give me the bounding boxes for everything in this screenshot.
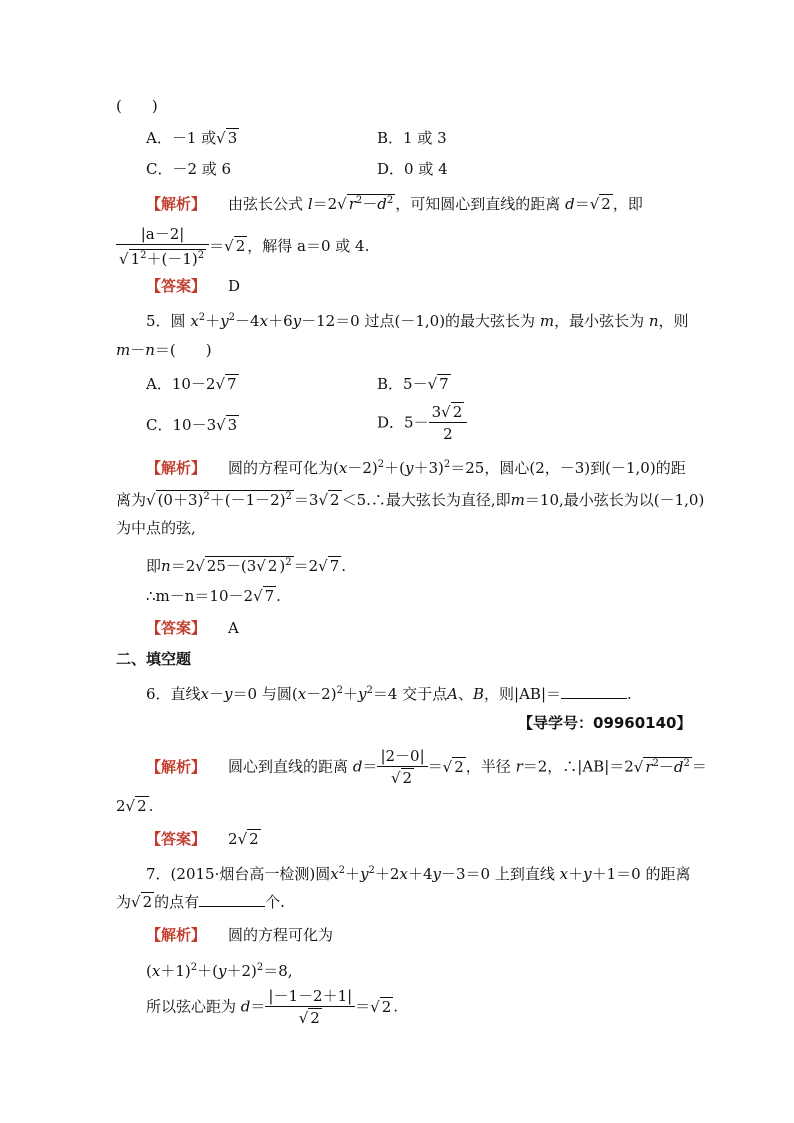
q4-option-d[interactable]: D．0 或 4 <box>377 160 448 178</box>
analysis-tag: 【解析】 <box>146 195 207 213</box>
q5-analysis-line3: 为中点的弦, <box>116 519 196 537</box>
section-title: 二、填空题 <box>116 650 192 668</box>
q6-analysis-line1: 【解析】 圆心到直线的距离 d＝ $\frac{|2-0|}{√ 2}$ ＝√ 2 ，半径 r＝2，∴|AB|＝2√ $r^2-d^2$ ＝ <box>146 747 707 787</box>
q7-analysis-line3: 所以弦心距为 d＝ $\frac{|-1-2+1|}{√ 2}$ ＝√ 2 . <box>146 987 399 1027</box>
answer-blank[interactable] <box>199 892 265 907</box>
q4-answer: 【答案】 D <box>146 277 241 295</box>
q7-analysis-line2: $(x+1)^2+(y+2)^2=8$, <box>146 962 293 980</box>
q4-analysis-line1: 【解析】 由弦长公式 l＝2√ $r^2-d^2$ ，可知圆心到直线的距离 d＝√ 2 ，即 <box>146 195 643 213</box>
q5-option-a[interactable]: A．10－2√ 7 <box>146 375 237 393</box>
q6-analysis-line2: 2√ 2 . <box>116 797 154 815</box>
q5-answer: 【答案】 A <box>146 619 239 637</box>
q5-stem-line1: 5．圆 $x^2+y^2-4x+6y-12=0$ 过点(－1,0)的最大弦长为 m，最小弦长为 n，则 <box>146 312 689 330</box>
q7-stem-line2: 为√ 2 的点有 个. <box>116 893 285 911</box>
fraction: $\frac{|a-2|}{√ 1^2+(-1)^2}$ <box>116 224 209 270</box>
q5-option-c[interactable]: C．10－3√ 3 <box>146 416 238 434</box>
q7-stem-line1: 7．(2015·烟台高一检测)圆$x^2+y^2+2x+4y-3=0$ 上到直线 x＋y＋1＝0 的距离 <box>146 865 691 883</box>
q4-option-a[interactable]: A．－1 或√ 3 <box>146 129 238 147</box>
q4-analysis-line2: $\frac{|a-2|}{√ 1^2+(-1)^2}$ ＝√ 2 ，解得 a＝0 或 4. <box>116 224 369 270</box>
q5-option-d[interactable]: D．5－ $\frac{3√ 2}{2}$ <box>377 402 467 445</box>
q6-stem: 6．直线x－y＝0 与圆$(x-2)^2+y^2=4$ 交于点A、B，则|AB|＝ . <box>146 685 632 703</box>
q6-answer: 【答案】 2√ 2 <box>146 830 259 848</box>
q5-stem-line2: m－n＝( ) <box>116 341 212 359</box>
q4-option-b[interactable]: B．1 或 3 <box>377 129 447 147</box>
q5-analysis-line2: 离为√ $(0+3)^2+(-1-2)^2 =3√$ 2 ＜5.∴最大弦长为直径,即m＝10,最小弦长为以(－1,0) <box>116 491 705 509</box>
q6-guide-number: 【导学号：09960140】 <box>518 714 692 732</box>
q5-analysis-line5: ∴m－n＝10－2√ 7 . <box>146 587 281 605</box>
q4-paren: ( ) <box>116 97 158 115</box>
q5-analysis-line1: 【解析】 圆的方程可化为$(x-2)^2+(y+3)^2=25$，圆心(2，－3)到(－1,0)的距 <box>146 459 686 477</box>
q5-option-b[interactable]: B．5－√ 7 <box>377 375 449 393</box>
q5-analysis-line4: 即n＝2√ 25－(3√ 2 )$^2$ ＝2√ 7 . <box>146 557 347 575</box>
q4-option-c[interactable]: C．－2 或 6 <box>146 160 232 178</box>
answer-blank[interactable] <box>561 684 627 699</box>
q7-analysis-line1: 【解析】 圆的方程可化为 <box>146 926 334 944</box>
